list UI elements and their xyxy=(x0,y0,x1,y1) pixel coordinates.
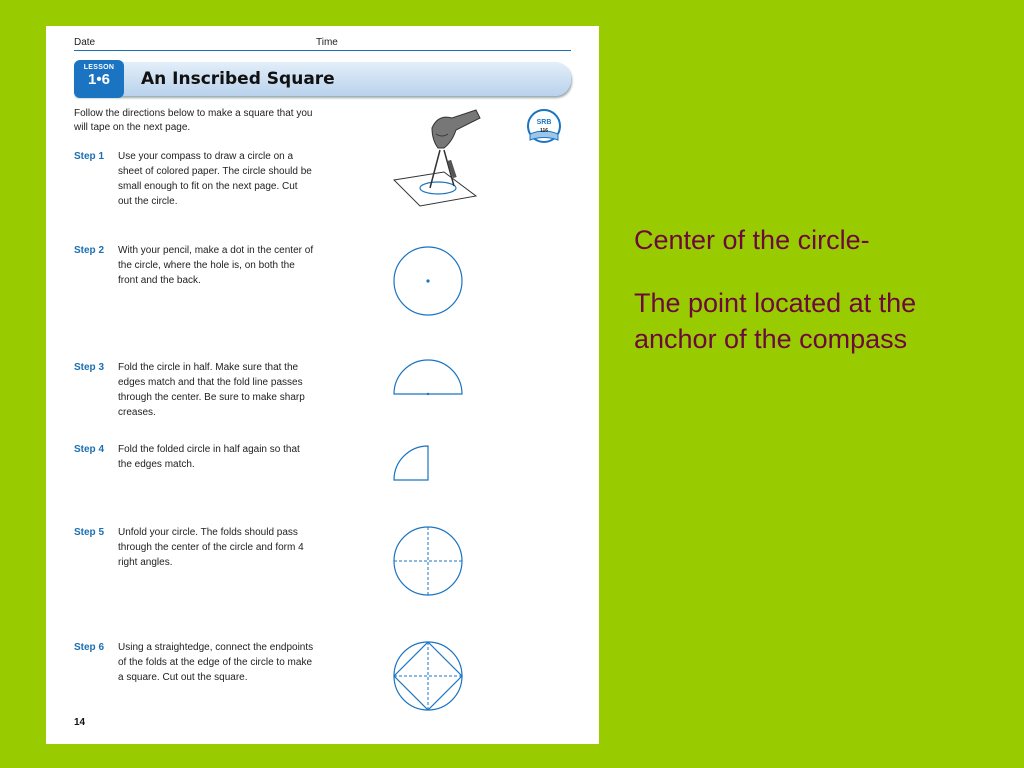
step-5 xyxy=(74,525,324,570)
step-2-text: With your pencil, make a dot in the center of the circle, where the hole is, on both the front and the back. xyxy=(118,245,314,286)
note-heading: Center of the circle- xyxy=(634,225,870,255)
time-label: Time xyxy=(316,37,338,48)
lesson-banner xyxy=(74,62,571,96)
step-3-text: Fold the circle in half. Make sure that the edges match and that the fold line passes through the center. Be sure to make sharp creases. xyxy=(118,362,305,418)
step-3-label: Step 3 xyxy=(74,362,105,373)
srb-book-icon xyxy=(524,108,564,148)
half-circle-figure xyxy=(392,356,464,396)
date-label: Date xyxy=(74,37,96,48)
lesson-number: 1•6 xyxy=(88,71,110,88)
intro-text: Follow the directions below to make a square that you will tape on the next page. xyxy=(74,108,313,133)
srb-page: 116 xyxy=(539,128,549,134)
step-5-label: Step 5 xyxy=(74,527,105,538)
header-row xyxy=(74,37,571,51)
note-body: The point located at the anchor of the compass xyxy=(634,288,917,354)
step-2-label: Step 2 xyxy=(74,245,105,256)
step-4-text: Fold the folded circle in half again so that the edges match. xyxy=(118,444,300,470)
step-4 xyxy=(74,442,324,472)
inscribed-square-figure xyxy=(392,640,464,712)
worksheet-page xyxy=(46,26,599,744)
lesson-word: LESSON xyxy=(83,64,115,71)
compass-hand-illustration xyxy=(386,108,486,208)
step-5-text: Unfold your circle. The folds should pass through the center of the circle and form 4 right angles. xyxy=(118,527,304,568)
step-1 xyxy=(74,149,324,209)
step-1-text: Use your compass to draw a circle on a sheet of colored paper. The circle should be small enough to fit on the next page. Cut out the circle. xyxy=(118,151,312,207)
lesson-badge xyxy=(74,60,124,98)
step-2 xyxy=(74,243,324,288)
step-4-label: Step 4 xyxy=(74,444,105,455)
step-3 xyxy=(74,360,324,420)
folded-circle-figure xyxy=(392,525,464,597)
step-6-text: Using a straightedge, connect the endpoints of the folds at the edge of the circle to make a square. Cut out the square. xyxy=(118,642,314,683)
page-number: 14 xyxy=(74,717,86,728)
srb-label: SRB xyxy=(536,119,552,126)
quarter-circle-figure xyxy=(392,444,432,484)
circle-center-dot-figure xyxy=(392,245,464,317)
lesson-title: An Inscribed Square xyxy=(141,69,335,89)
step-6-label: Step 6 xyxy=(74,642,105,653)
step-1-label: Step 1 xyxy=(74,151,105,162)
step-6 xyxy=(74,640,324,685)
